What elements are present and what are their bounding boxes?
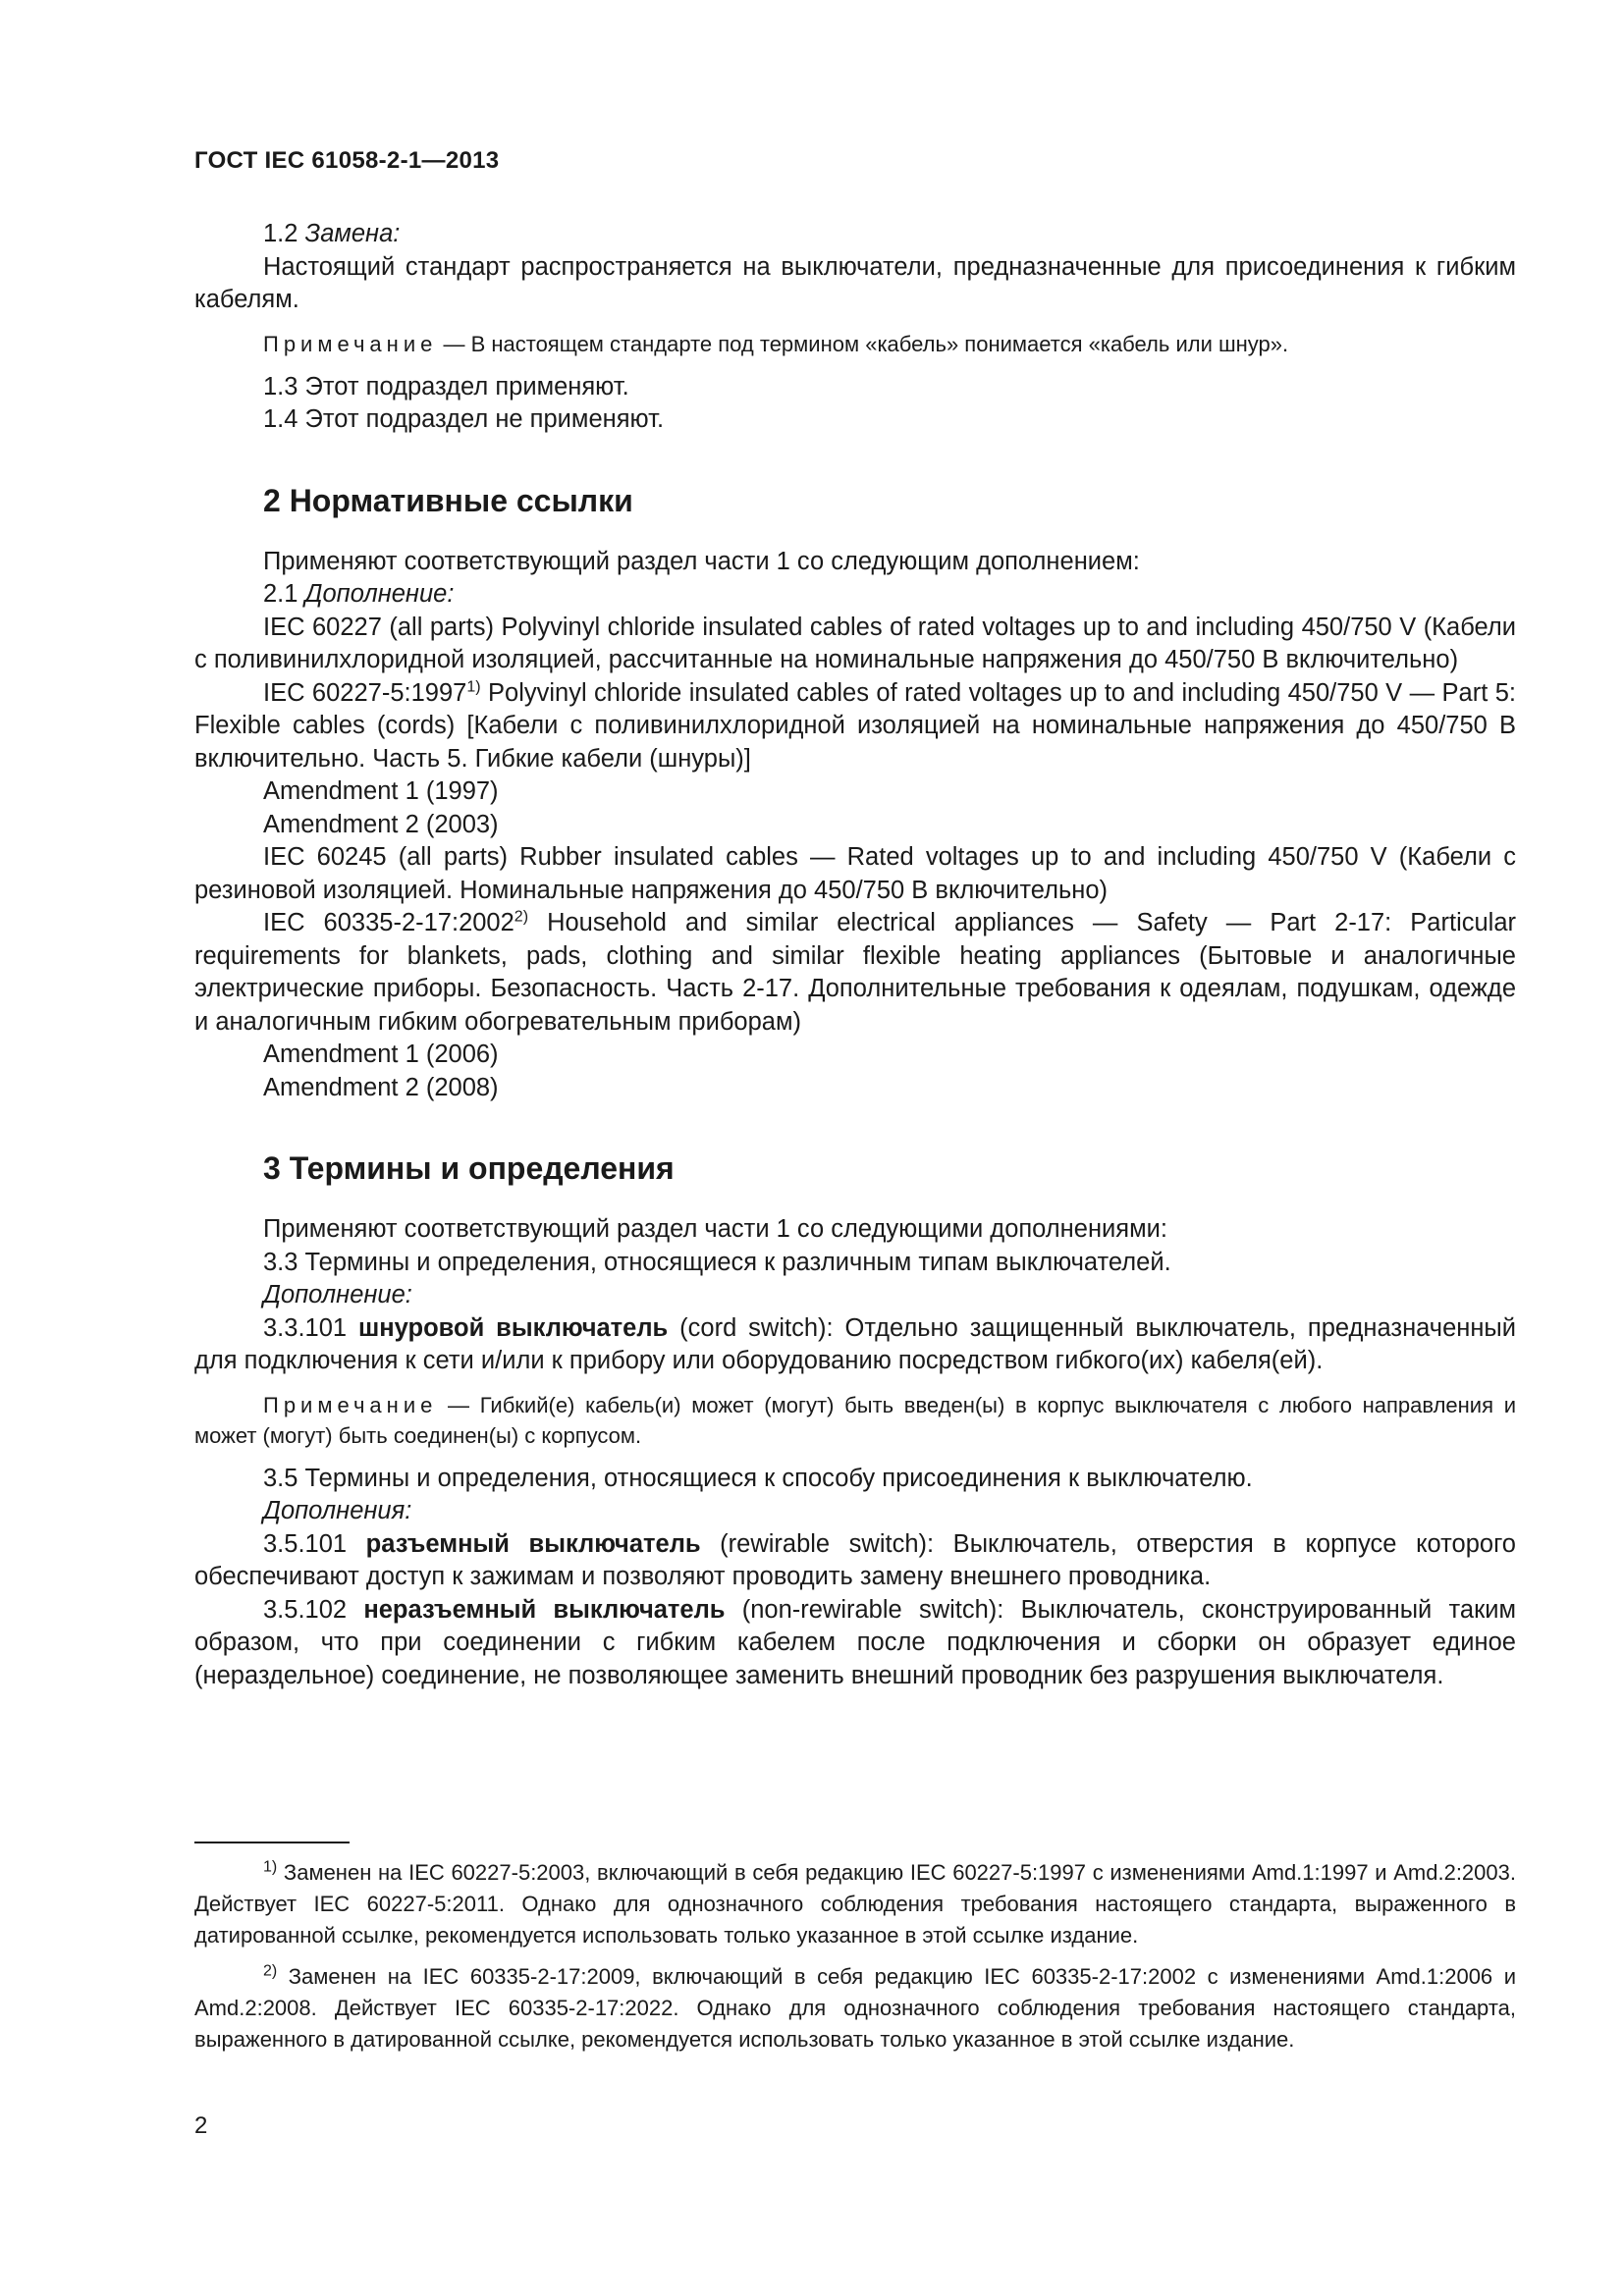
clause-italic-label: Дополнение:	[263, 1281, 412, 1308]
page-number: 2	[194, 2112, 208, 2139]
term-name: разъемный выключатель	[365, 1529, 701, 1558]
clause-italic-label: Дополнение:	[304, 580, 455, 608]
term-3-5-102	[194, 1594, 1516, 1693]
amendment-line: Amendment 2 (2003)	[263, 810, 499, 838]
footnotes	[194, 1842, 1516, 2065]
note-label: Примечание	[263, 1392, 438, 1417]
reference-iec-60245: IEC 60245 (all parts) Rubber insulated cables — Rated voltages up to and including 450/750 V (Кабели с резиновой изоляцией. Номинальные напряжения до 450/750 В включительно)	[194, 843, 1516, 904]
term-number: 3.5.101	[263, 1529, 366, 1558]
footnote-ref-2: 2)	[514, 908, 529, 926]
footnote-mark: 1)	[263, 1858, 278, 1876]
note-1	[194, 329, 1516, 359]
term-name: неразъемный выключатель	[363, 1595, 726, 1624]
clause-italic-label: Замена:	[304, 220, 401, 247]
section-3-heading: 3 Термины и определения	[263, 1150, 675, 1186]
clause-1-2	[194, 218, 1516, 251]
footnote-ref-1: 1)	[466, 678, 481, 695]
footnote-1	[194, 1857, 1516, 1951]
note-text: — Гибкий(е) кабель(и) может (могут) быть введен(ы) в корпус выключателя с любого направления и может (могут) быть соединен(ы) с корпусом.	[194, 1392, 1516, 1448]
footnote-text: Заменен на IEC 60227-5:2003, включающий в себя редакцию IEC 60227-5:1997 с изменениями Amd.1:1997 и Amd.2:2003. Действует IEC 60227-5:2011. Однако для однозначного соблюдения требования настоящего стандарта, выраженного в датированной ссылке, рекомендуется использовать только указанное в этой ссылке издание.	[194, 1860, 1516, 1948]
reference-iec-60227: IEC 60227 (all parts) Polyvinyl chloride insulated cables of rated voltages up to and including 450/750 V (Кабели с поливинилхлоридной изоляцией, рассчитанные на номинальные напряжения до 450/750 В включительно)	[194, 613, 1516, 673]
document-header: ГОСТ IEC 61058-2-1—2013	[194, 147, 500, 174]
term-3-3-101	[194, 1312, 1516, 1378]
clause-3-5: 3.5 Термины и определения, относящиеся к способу присоединения к выключателю.	[263, 1464, 1253, 1492]
reference-text: Polyvinyl chloride insulated cables of rated voltages up to and including 450/750 V — Part 5: Flexible cables (cords) [Кабели с поливинилхлоридной изоляцией на номинальные напряжения до 450/750 В включительно. Часть 5. Гибкие кабели (шнуры)]	[194, 678, 1516, 773]
note-text: — В настоящем стандарте под термином «кабель» понимается «кабель или шнур».	[437, 331, 1289, 356]
clause-italic-label: Дополнения:	[263, 1497, 412, 1524]
reference-code: IEC 60227-5:1997	[263, 678, 467, 707]
amendment-line: Amendment 2 (2008)	[263, 1073, 499, 1101]
clause-2-1	[194, 578, 1516, 612]
footnote-text: Заменен на IEC 60335-2-17:2009, включающий в себя редакцию IEC 60335-2-17:2002 с изменениями Amd.1:2006 и Amd.2:2008. Действует IEC 60335-2-17:2022. Однако для однозначного соблюдения требования настоящего стандарта, выраженного в датированной ссылке, рекомендуется использовать только указанное в этой ссылке издание.	[194, 1964, 1516, 2052]
term-name: шнуровой выключатель	[358, 1313, 669, 1342]
clause-3-3: 3.3 Термины и определения, относящиеся к различным типам выключателей.	[263, 1248, 1171, 1276]
term-definition: (non-rewirable switch): Выключатель, сконструированный таким образом, что при соединении с гибким кабелем после подключения и сборки он образует единое (нераздельное) соединение, не позволяющее заменить внешний проводник без разрушения выключателя.	[194, 1595, 1517, 1689]
clause-number: 1.2	[263, 220, 305, 247]
section-3-intro: Применяют соответствующий раздел части 1 со следующими дополнениями:	[263, 1215, 1167, 1243]
clause-1-4: 1.4 Этот подраздел не применяют.	[263, 405, 665, 433]
section-2-heading: 2 Нормативные ссылки	[263, 482, 633, 518]
reference-iec-60335-2-17	[194, 907, 1516, 1039]
footnote-mark: 2)	[263, 1962, 278, 1980]
term-definition: (rewirable switch): Выключатель, отверстия в корпусе которого обеспечивают доступ к зажимам и позволяют проводить замену внешнего проводника.	[194, 1529, 1516, 1590]
clause-number: 2.1	[263, 580, 305, 608]
scope-paragraph: Настоящий стандарт распространяется на выключатели, предназначенные для присоединения к гибким кабелям.	[194, 252, 1516, 313]
reference-iec-60227-5	[194, 677, 1516, 776]
amendment-line: Amendment 1 (1997)	[263, 777, 499, 805]
amendment-line: Amendment 1 (2006)	[263, 1041, 499, 1068]
footnote-divider	[194, 1842, 350, 1843]
term-number: 3.5.102	[263, 1595, 364, 1624]
reference-code: IEC 60335-2-17:2002	[263, 909, 514, 936]
note-label: Примечание	[263, 331, 438, 356]
term-3-5-101	[194, 1528, 1516, 1594]
section-2-intro: Применяют соответствующий раздел части 1 со следующим дополнением:	[263, 547, 1140, 575]
main-content	[194, 218, 1516, 1692]
clause-1-3: 1.3 Этот подраздел применяют.	[263, 372, 629, 400]
term-number: 3.3.101	[263, 1313, 358, 1342]
term-definition: (cord switch): Отдельно защищенный выключатель, предназначенный для подключения к сети и/или к прибору или оборудованию посредством гибкого(их) кабеля(ей).	[194, 1313, 1516, 1374]
footnote-2	[194, 1961, 1516, 2056]
note-2	[194, 1390, 1516, 1451]
reference-text: Household and similar electrical appliances — Safety — Part 2-17: Particular requirements for blankets, pads, clothing and similar flexible heating appliances (Бытовые и аналогичные электрические приборы. Безопасность. Часть 2-17. Дополнительные требования к одеялам, подушкам, одежде и аналогичным гибким обогревательным приборам)	[194, 909, 1516, 1036]
